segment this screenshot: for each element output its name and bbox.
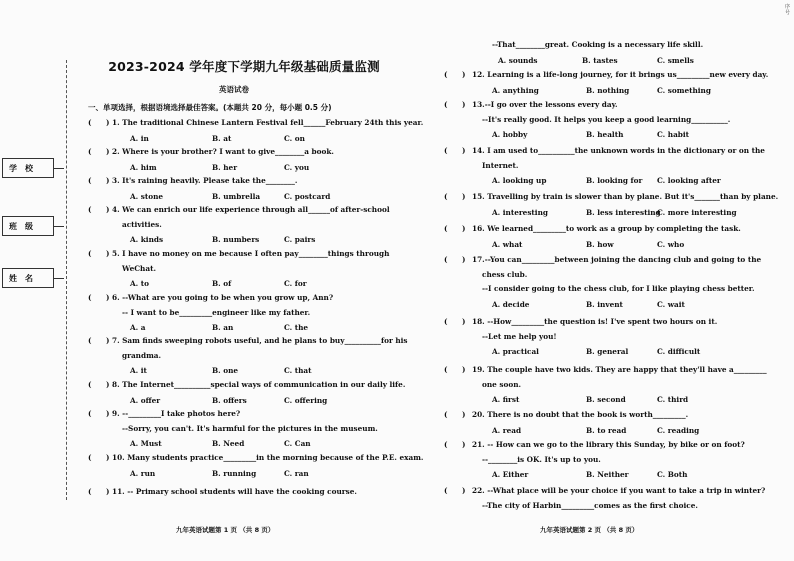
answer-option: A. decide [492,299,530,309]
question-text: 13.--I go over the lessons every day. [472,100,618,109]
question-text: 4. We can enrich our life experience through all______of after-school [112,205,390,214]
exam-title: 2023-2024 学年度下学期九年级基础质量监测 [108,59,380,74]
answer-blank[interactable]: ( ) [88,147,110,156]
left-column [84,0,424,561]
answer-option: C. that [284,366,312,375]
name-field [2,268,54,288]
answer-blank[interactable]: ( ) [444,70,466,79]
answer-option: A. hobby [492,130,528,139]
question-text: 10. Many students practice_________in the morning because of the P.E. exam. [112,453,424,462]
answer-option: B. second [586,395,626,404]
answer-blank[interactable]: ( ) [88,205,110,214]
answer-option: C. you [284,162,310,172]
answer-option: B. less interesting [586,207,661,217]
question-text: 16. We learned_________to work as a group by completing the task. [472,224,741,233]
edge-mark: 序号 [785,4,791,16]
answer-blank[interactable]: ( ) [444,365,466,374]
answer-option: C. difficult [657,347,701,356]
question-text: 20. There is no doubt that the book is worth_________. [472,410,689,419]
answer-option: B. at [212,133,232,143]
page-footer-right: 九年英语试题第 2 页 （共 8 页） [540,526,639,534]
question-text: 9. --_________I take photos here? [112,409,241,418]
answer-option: B. umbrella [212,191,261,201]
school-field [2,158,54,178]
question-text: 8. The Internet__________special ways of communication in our daily life. [112,380,406,389]
answer-option: A. looking up [492,176,547,185]
question-text: 22. --What place will be your choice if you want to take a trip in winter? [472,486,766,495]
question-text: 18. --How_________the question is! I've spent two hours on it. [472,317,718,326]
answer-option: C. ran [284,468,309,478]
question-text: 1. The traditional Chinese Lantern Festival fell______February 24th this year. [112,118,424,127]
answer-option: A. run [130,468,156,478]
answer-option: C. offering [284,395,328,405]
answer-option: A. first [492,395,520,404]
question-text: --The city of Harbin_________comes as the first choice. [482,500,698,510]
question-text: -- I want to be_________engineer like my father. [122,307,311,317]
answer-option: A. in [130,133,149,143]
question-text: --Sorry, you can't. It's harmful for the pictures in the museum. [122,423,378,433]
answer-option: C. on [284,133,305,143]
question-text: WeChat. [122,263,156,273]
answer-option: C. pairs [284,235,316,244]
q11-option-a: A. sounds [498,56,538,65]
answer-option: C. more interesting [657,207,737,217]
answer-option: B. to read [586,425,627,435]
q11-option-c: C. smells [657,56,694,65]
answer-option: C. who [657,239,685,249]
answer-option: B. numbers [212,235,260,244]
class-field [2,216,54,236]
answer-option: A. stone [130,191,164,201]
cut-line [66,60,67,500]
answer-option: B. Need [212,439,245,448]
answer-blank[interactable]: ( ) [88,249,110,258]
answer-option: B. nothing [586,85,630,95]
question-text: 2. Where is your brother? I want to give________a book. [112,147,334,156]
answer-option: C. something [657,85,711,95]
answer-option: A. read [492,425,522,435]
answer-option: A. kinds [130,235,164,244]
answer-blank[interactable]: ( ) [444,224,466,233]
question-text: 7. Sam finds sweeping robots useful, and he plans to buy__________for his [112,336,408,345]
name-label: 姓 名 [9,273,33,283]
answer-option: C. postcard [284,191,331,201]
class-label: 班 级 [9,221,33,231]
question-text: --I consider going to the chess club, for I like playing chess better. [482,284,755,293]
name-underline [54,278,64,279]
answer-option: A. to [130,279,149,288]
school-label: 学 校 [9,163,33,173]
answer-option: C. third [657,395,689,404]
page-footer-left: 九年英语试题第 1 页 （共 8 页） [176,526,275,534]
answer-blank[interactable]: ( ) [444,146,466,155]
question-text: --It's really good. It helps you keep a good learning__________. [482,114,731,124]
answer-option: B. health [586,130,624,139]
exam-subtitle: 英语试卷 [219,85,249,94]
answer-option: B. running [212,468,257,478]
answer-blank[interactable]: ( ) [88,453,110,462]
question-text: --________is OK. It's up to you. [482,454,601,464]
question-text: --Let me help you! [482,331,557,341]
answer-option: B. looking for [586,176,643,185]
answer-blank[interactable]: ( ) [88,380,110,389]
question-text: 12. Learning is a life-long journey, for it brings us_________new every day. [472,70,769,79]
answer-option: A. what [492,239,523,249]
answer-blank[interactable]: ( ) [88,336,110,345]
answer-blank[interactable]: ( ) [444,192,466,201]
question-text: 17.--You can_________between joining the dancing club and going to the [472,255,762,264]
question-text: 6. --What are you going to be when you grow up, Ann? [112,293,334,302]
question-text: 5. I have no money on me because I often pay________things through [112,249,390,258]
question-text: chess club. [482,269,528,279]
answer-blank[interactable]: ( ) [88,487,110,496]
answer-option: A. Either [492,470,529,479]
answer-blank[interactable]: ( ) [444,255,466,264]
answer-option: B. her [212,162,238,172]
answer-option: A. interesting [492,207,548,217]
answer-option: C. for [284,279,307,288]
answer-blank[interactable]: ( ) [444,317,466,326]
answer-blank[interactable]: ( ) [88,118,110,127]
question-text: 3. It's raining heavily. Please take the________. [112,176,298,185]
answer-blank[interactable]: ( ) [88,409,110,418]
question-text: Internet. [482,160,519,170]
q11-option-b: B. tastes [582,56,618,65]
answer-option: C. the [284,323,309,332]
answer-blank[interactable]: ( ) [444,486,466,495]
answer-blank[interactable]: ( ) [88,293,110,302]
answer-option: A. anything [492,85,539,95]
question-text: 19. The couple have two kids. They are happy that they'll have a_________ [472,365,767,374]
binding-margin [0,0,90,561]
school-underline [54,168,64,169]
question-text: 21. -- How can we go to the library this Sunday, by bike or on foot? [472,440,745,449]
answer-option: B. general [586,347,629,356]
answer-option: B. one [212,366,239,375]
answer-option: C. looking after [657,176,721,185]
question-text: 15. Travelling by train is slower than by plane. But it's_______than by plane. [472,192,779,201]
section-heading: 一、单项选择，根据语境选择最佳答案。(本题共 20 分，每小题 0.5 分) [88,103,332,112]
answer-option: B. Neither [586,470,629,479]
answer-option: C. Both [657,470,688,479]
class-underline [54,226,64,227]
question-text: 11. -- Primary school students will have the cooking course. [112,487,357,496]
answer-option: A. him [130,162,157,172]
question-text: 14. I am used to__________the unknown words in the dictionary or on the [472,146,765,155]
answer-option: A. it [130,366,147,375]
answer-blank[interactable]: ( ) [88,176,110,185]
q11-reply: --That________great. Cooking is a necessary life skill. [492,40,704,49]
question-text: activities. [122,219,162,229]
answer-blank[interactable]: ( ) [444,100,466,109]
answer-blank[interactable]: ( ) [444,440,466,449]
answer-option: B. an [212,323,234,332]
answer-option: C. Can [284,439,311,448]
answer-option: B. how [586,239,614,249]
question-text: one soon. [482,379,522,389]
answer-option: B. invent [586,299,623,309]
right-column [442,0,787,561]
answer-option: A. a [130,323,146,332]
question-text: grandma. [122,350,162,360]
answer-option: C. reading [657,425,700,435]
answer-blank[interactable]: ( ) [444,410,466,419]
answer-option: B. of [212,279,232,288]
answer-option: C. habit [657,130,690,139]
answer-option: A. practical [492,347,539,356]
answer-option: C. wait [657,299,685,309]
answer-option: A. Must [130,439,162,448]
answer-option: A. offer [130,395,161,405]
answer-option: B. offers [212,395,247,405]
